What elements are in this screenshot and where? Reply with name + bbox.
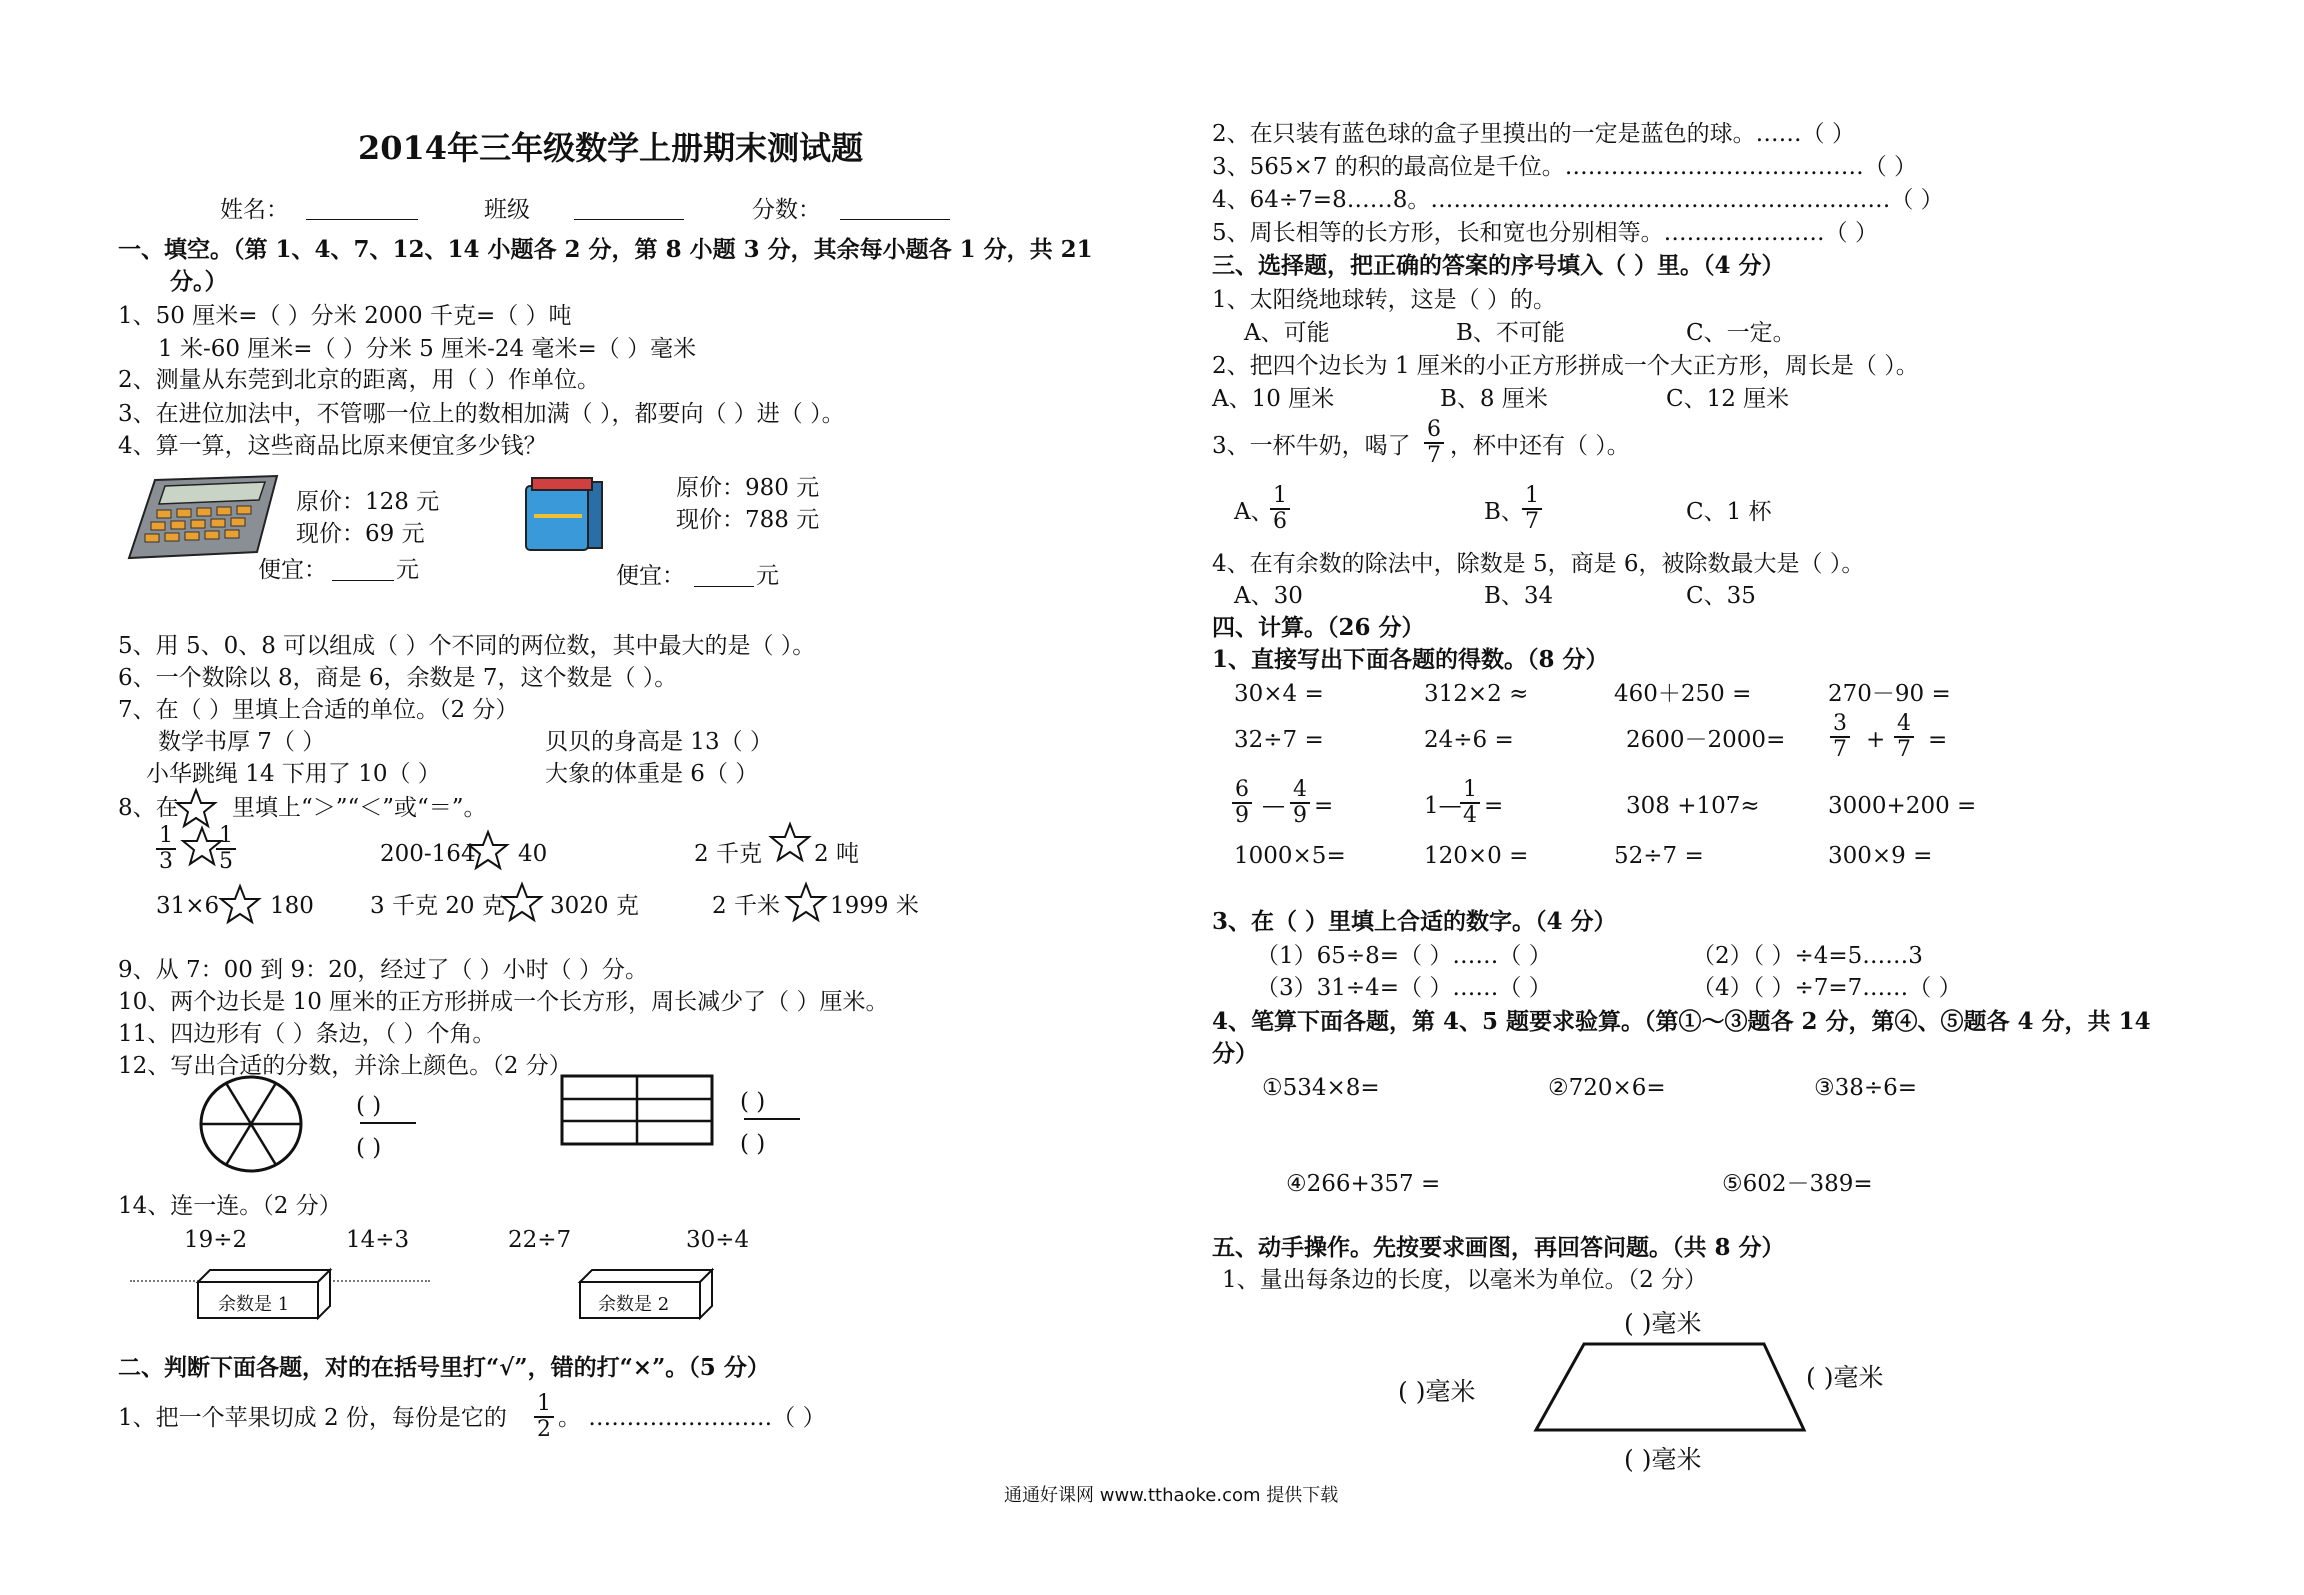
c3-prefix: 3、一杯牛奶，喝了 bbox=[1212, 433, 1411, 459]
section2-heading: 二、判断下面各题，对的在括号里打“√”，错的打“×”。（5 分） bbox=[118, 1354, 770, 1381]
q8-c-left: 2 千克 bbox=[694, 841, 762, 867]
q14-item-3: 22÷7 bbox=[508, 1227, 572, 1253]
calc-orig-price: 原价：128 元 bbox=[296, 489, 440, 515]
calc-r3-frac-a: $\frac{6}{9}$ bbox=[1232, 778, 1252, 828]
c1: 1、太阳绕地球转，这是（ ）的。 bbox=[1212, 287, 1556, 313]
bag-icon bbox=[518, 476, 608, 556]
trapezoid-left-mm: ( )毫米 bbox=[1398, 1377, 1476, 1406]
q12-denominator-blank-2: ( ) bbox=[740, 1131, 766, 1157]
trapezoid-bottom-mm: ( )毫米 bbox=[1624, 1445, 1702, 1474]
q14-item-1: 19÷2 bbox=[184, 1227, 248, 1253]
calc-r3-3: 308 +107≈ bbox=[1626, 793, 1760, 819]
calc-r2-eq: = bbox=[1928, 727, 1948, 753]
q7d: 大象的体重是 6（ ） bbox=[545, 761, 759, 787]
bag-cheap-blank bbox=[694, 586, 754, 587]
q14: 14、连一连。（2 分） bbox=[118, 1193, 342, 1219]
calc-r3-frac-c: $\frac{1}{4}$ bbox=[1460, 778, 1480, 828]
q12-numerator-blank-2: ( ) bbox=[740, 1089, 766, 1115]
q5: 5、用 5、0、8 可以组成（ ）个不同的两位数，其中最大的是（ ）。 bbox=[118, 633, 816, 659]
q2: 2、测量从东莞到北京的距离，用（ ）作单位。 bbox=[118, 367, 600, 393]
page-title: 2014年三年级数学上册期末测试题 bbox=[358, 129, 864, 167]
class-label: 班级 bbox=[484, 197, 530, 223]
calc-r4-3: 52÷7 = bbox=[1614, 843, 1704, 869]
calc-r1-2: 312×2 ≈ bbox=[1424, 681, 1529, 707]
calc-r4-1: 1000×5= bbox=[1234, 843, 1346, 869]
remainder-box-2-label: 余数是 2 bbox=[598, 1294, 670, 1315]
fill-1: （1）65÷8=（ ）……（ ） bbox=[1256, 943, 1552, 969]
calc-cheap-label: 便宜： bbox=[258, 557, 327, 583]
star-icon bbox=[174, 788, 218, 828]
q10: 10、两个边长是 10 厘米的正方形拼成一个长方形，周长减少了（ ）厘米。 bbox=[118, 989, 889, 1015]
fill-3: （3）31÷4=（ ）……（ ） bbox=[1256, 975, 1552, 1001]
calc-r3-4: 3000+200 = bbox=[1828, 793, 1977, 819]
calc-now-price: 现价：69 元 bbox=[296, 521, 425, 547]
c1-option-a: A、可能 bbox=[1244, 320, 1330, 346]
q1b: 1 米-60 厘米=（ ）分米 5 厘米-24 毫米=（ ）毫米 bbox=[158, 336, 697, 362]
bag-orig-price: 原价：980 元 bbox=[676, 475, 820, 501]
q8-fraction-1-5: $\frac{1}{5}$ bbox=[216, 824, 236, 874]
q7b: 贝贝的身高是 13（ ） bbox=[545, 729, 773, 755]
circle-divided-shape bbox=[198, 1074, 304, 1174]
footer-text: 通通好课网 www.tthaoke.com 提供下载 bbox=[1004, 1485, 1339, 1506]
j1: 1、把一个苹果切成 2 份，每份是它的 bbox=[118, 1405, 507, 1431]
calc-r3-minus: — bbox=[1262, 793, 1285, 819]
calc-r3-frac-b: $\frac{4}{9}$ bbox=[1290, 778, 1310, 828]
q8-e-left: 3 千克 20 克 bbox=[370, 893, 505, 919]
bag-now-price: 现价：788 元 bbox=[676, 507, 820, 533]
c3-option-b: B、 bbox=[1484, 499, 1524, 525]
bag-cheap-label: 便宜： bbox=[616, 563, 685, 589]
c2-option-b: B、8 厘米 bbox=[1440, 386, 1548, 412]
star-icon bbox=[218, 884, 262, 928]
section4-sub3: 3、在（ ）里填上合适的数字。（4 分） bbox=[1212, 908, 1617, 935]
written-calc-4: ④266+357 = bbox=[1286, 1171, 1441, 1197]
j1-end: 。 ……………………（ ） bbox=[558, 1405, 826, 1431]
c2-option-a: A、10 厘米 bbox=[1212, 386, 1335, 412]
calc-cheap-blank bbox=[332, 580, 394, 581]
q9: 9、从 7：00 到 9：20，经过了（ ）小时（ ）分。 bbox=[118, 957, 648, 983]
fill-4: （4）（ ）÷7=7……（ ） bbox=[1692, 975, 1962, 1001]
q8-prefix: 8、在 bbox=[118, 795, 179, 821]
q11: 11、四边形有（ ）条边，（ ）个角。 bbox=[118, 1021, 496, 1047]
trapezoid-right-mm: ( )毫米 bbox=[1806, 1363, 1884, 1392]
fill-2: （2）（ ）÷4=5……3 bbox=[1692, 943, 1923, 969]
q8-b-left: 200-164 bbox=[380, 841, 476, 867]
c3-fraction: $\frac{6}{7}$ bbox=[1424, 418, 1444, 468]
c3-option-a-fraction: $\frac{1}{6}$ bbox=[1270, 484, 1290, 534]
rectangle-divided-shape bbox=[560, 1074, 714, 1146]
calc-r4-4: 300×9 = bbox=[1828, 843, 1933, 869]
j5: 5、周长相等的长方形，长和宽也分别相等。…………………（ ） bbox=[1212, 220, 1878, 246]
q4: 4、算一算，这些商品比原来便宜多少钱？ bbox=[118, 433, 547, 459]
c4-option-c: C、35 bbox=[1686, 583, 1756, 609]
c3-suffix: ，杯中还有（ ）。 bbox=[1450, 433, 1630, 459]
c4-option-a: A、30 bbox=[1234, 583, 1303, 609]
calc-r1-1: 30×4 = bbox=[1234, 681, 1324, 707]
section1-heading-cont: 分。） bbox=[170, 268, 228, 295]
star-icon bbox=[768, 822, 812, 864]
q3: 3、在进位加法中，不管哪一位上的数相加满（ ），都要向（ ）进（ ）。 bbox=[118, 401, 845, 427]
star-icon bbox=[784, 882, 828, 926]
star-icon bbox=[466, 830, 510, 872]
c1-option-b: B、不可能 bbox=[1456, 320, 1565, 346]
q14-item-2: 14÷3 bbox=[346, 1227, 410, 1253]
q12-numerator-blank-1: ( ) bbox=[356, 1093, 382, 1119]
calc-r2-plus: + bbox=[1866, 727, 1886, 753]
written-calc-2: ②720×6= bbox=[1548, 1075, 1666, 1101]
q8-d-right: 180 bbox=[270, 893, 314, 919]
calc-r2-frac-b: $\frac{4}{7}$ bbox=[1894, 712, 1914, 762]
c4: 4、在有余数的除法中，除数是 5，商是 6，被除数最大是（ ）。 bbox=[1212, 551, 1865, 577]
calc-r3-one: 1— bbox=[1424, 793, 1462, 819]
calc-r2-frac-a: $\frac{3}{7}$ bbox=[1830, 712, 1850, 762]
c3-option-a: A、 bbox=[1234, 499, 1274, 525]
q14-item-4: 30÷4 bbox=[686, 1227, 750, 1253]
section5-q1: 1、量出每条边的长度，以毫米为单位。（2 分） bbox=[1222, 1267, 1708, 1293]
j1-fraction: $\frac{1}{2}$ bbox=[534, 1392, 554, 1442]
section4-sub4: 4、笔算下面各题，第 4、5 题要求验算。（第①～③题各 2 分，第④、⑤题各 4 分，共 14 bbox=[1212, 1008, 2151, 1035]
star-icon bbox=[500, 882, 544, 926]
section3-heading: 三、选择题，把正确的答案的序号填入（ ）里。（4 分） bbox=[1212, 252, 1785, 279]
name-label: 姓名： bbox=[220, 197, 289, 223]
fraction-bar bbox=[744, 1118, 800, 1120]
q8-b-right: 40 bbox=[518, 841, 548, 867]
bag-yuan: 元 bbox=[756, 563, 779, 589]
trapezoid-shape bbox=[1526, 1342, 1812, 1434]
q8-fraction-1-3: $\frac{1}{3}$ bbox=[156, 824, 176, 874]
written-calc-1: ①534×8= bbox=[1262, 1075, 1380, 1101]
q8-suffix: 里填上“＞”“＜”或“＝”。 bbox=[232, 795, 487, 821]
q8-e-right: 3020 克 bbox=[550, 893, 639, 919]
calc-r2-2: 24÷6 = bbox=[1424, 727, 1514, 753]
j4: 4、64÷7=8……8。……………………………………………………（ ） bbox=[1212, 187, 1944, 213]
q8-c-right: 2 吨 bbox=[814, 841, 859, 867]
q12-denominator-blank-1: ( ) bbox=[356, 1135, 382, 1161]
q8-d-left: 31×6 bbox=[156, 893, 220, 919]
section4-sub4-cont: 分） bbox=[1212, 1040, 1258, 1067]
score-label: 分数： bbox=[752, 197, 821, 223]
calc-r1-3: 460＋250 = bbox=[1614, 681, 1752, 707]
section4-sub1: 1、直接写出下面各题的得数。（8 分） bbox=[1212, 646, 1609, 673]
c4-option-b: B、34 bbox=[1484, 583, 1554, 609]
calc-r3-eq: = bbox=[1314, 793, 1334, 819]
calc-r1-4: 270－90 = bbox=[1828, 681, 1951, 707]
section1-heading: 一、填空。（第 1、4、7、12、14 小题各 2 分，第 8 小题 3 分，其余每小题各 1 分，共 21 bbox=[118, 236, 1093, 263]
q8-f-right: 1999 米 bbox=[830, 893, 919, 919]
written-calc-5: ⑤602－389= bbox=[1722, 1171, 1873, 1197]
j2: 2、在只装有蓝色球的盒子里摸出的一定是蓝色的球。……（ ） bbox=[1212, 121, 1855, 147]
c3-option-c: C、1 杯 bbox=[1686, 499, 1772, 525]
trapezoid-top-mm: ( )毫米 bbox=[1624, 1309, 1702, 1338]
fraction-bar bbox=[360, 1122, 416, 1124]
written-calc-3: ③38÷6= bbox=[1814, 1075, 1918, 1101]
q7a: 数学书厚 7（ ） bbox=[158, 729, 326, 755]
j3: 3、565×7 的积的最高位是千位。…………………………………（ ） bbox=[1212, 154, 1918, 180]
c3-option-b-fraction: $\frac{1}{7}$ bbox=[1522, 484, 1542, 534]
q12: 12、写出合适的分数，并涂上颜色。（2 分） bbox=[118, 1053, 572, 1079]
score-blank bbox=[840, 219, 950, 220]
section5-heading: 五、动手操作。先按要求画图，再回答问题。（共 8 分） bbox=[1212, 1234, 1785, 1261]
c1-option-c: C、一定。 bbox=[1686, 320, 1796, 346]
calc-r2-1: 32÷7 = bbox=[1234, 727, 1324, 753]
section4-heading: 四、计算。（26 分） bbox=[1212, 614, 1425, 641]
q7c: 小华跳绳 14 下用了 10（ ） bbox=[146, 761, 441, 787]
q1a: 1、50 厘米=（ ）分米 2000 千克=（ ）吨 bbox=[118, 303, 572, 329]
calc-r4-2: 120×0 = bbox=[1424, 843, 1529, 869]
remainder-box-1-label: 余数是 1 bbox=[218, 1294, 290, 1315]
calculator-icon bbox=[125, 472, 285, 562]
c2: 2、把四个边长为 1 厘米的小正方形拼成一个大正方形，周长是（ ）。 bbox=[1212, 353, 1919, 379]
q8-f-left: 2 千米 bbox=[712, 893, 780, 919]
c2-option-c: C、12 厘米 bbox=[1666, 386, 1790, 412]
calc-r3-eq2: = bbox=[1484, 793, 1504, 819]
class-blank bbox=[574, 219, 684, 220]
name-blank bbox=[306, 219, 418, 220]
calc-r2-3: 2600－2000= bbox=[1626, 727, 1786, 753]
calc-yuan: 元 bbox=[396, 557, 419, 583]
q6: 6、一个数除以 8，商是 6，余数是 7，这个数是（ ）。 bbox=[118, 665, 678, 691]
q7: 7、在（ ）里填上合适的单位。（2 分） bbox=[118, 697, 519, 723]
